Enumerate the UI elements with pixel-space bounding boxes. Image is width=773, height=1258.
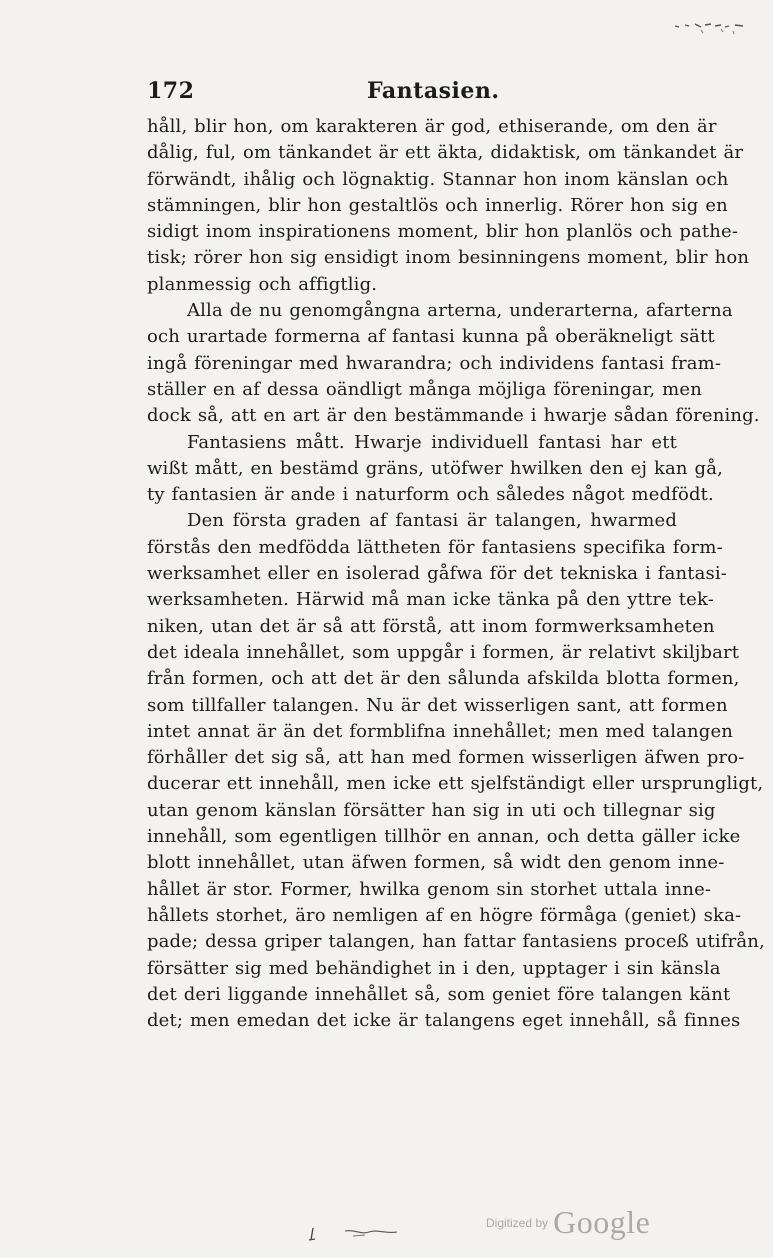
running-head: Fantasien. [367,78,500,104]
text-line: werksamhet eller en isolerad gåfwa för det tekniska i fantasi- [147,563,728,585]
text-line: stämningen, blir hon gestaltlös och innerlig. Rörer hon sig en [147,194,728,216]
text-line: förstås den medfödda lättheten för fantasiens specifika form- [147,536,723,558]
text-line: Den första graden af fantasi är talangen, hwarmed [187,510,677,532]
text-line: Alla de nu genomgångna arterna, underarterna, afarterna [187,300,733,322]
body-text [147,114,765,1034]
text-line: ty fantasien är ande i naturform och således något medfödt. [147,484,714,506]
text-line: från formen, och att det är den sålunda afskilda blotta formen, [147,668,740,690]
bottom-ink-marks [305,1222,415,1244]
text-line: ingå föreningar med hwarandra; och individens fantasi fram- [147,352,722,374]
text-line: werksamheten. Härwid må man icke tänka på den yttre tek- [147,589,714,611]
corner-ink-marks [671,18,751,38]
text-line: och urartade formerna af fantasi kunna på oberäkneligt sätt [147,326,715,348]
text-line: intet annat är än det formblifna innehållet; men med talangen [147,720,734,742]
text-line: det; men emedan det icke är talangens eget innehåll, så finnes [147,1010,741,1032]
text-line: innehåll, som egentligen tillhör en annan, och detta gäller icke [147,826,741,848]
text-line: blott innehållet, utan äfwen formen, så widt den genom inne- [147,852,725,874]
text-line: förhåller det sig så, att han med formen wisserligen äfwen pro- [147,747,745,769]
text-line: det ideala innehållet, som uppgår i formen, är relativt skiljbart [147,641,740,663]
watermark-prefix: Digitized by [486,1216,549,1230]
text-line: hållets storhet, äro nemligen af en högre förmåga (geniet) ska- [147,904,742,926]
text-line: dock så, att en art är den bestämmande i hwarje sådan förening. [147,405,760,427]
text-line: hållet är stor. Former, hwilka genom sin storhet uttala inne- [147,878,712,900]
text-line: Fantasiens mått. Hwarje individuell fantasi har ett [187,431,677,453]
page-header [147,78,675,112]
text-line: förwändt, ihålig och lögnaktig. Stannar hon inom känslan och [147,168,729,190]
text-line: ducerar ett innehåll, men icke ett sjelfständigt eller ursprungligt, [147,773,764,795]
text-line: utan genom känslan försätter han sig in uti och tillegnar sig [147,799,716,821]
google-logo: Google [553,1204,651,1240]
text-line: planmessig och affigtlig. [147,273,378,295]
text-line: ställer en af dessa oändligt många möjliga föreningar, men [147,378,702,400]
text-line: niken, utan det är så att förstå, att inom formwerksamheten [147,615,715,637]
page-number: 172 [147,78,195,104]
text-line: dålig, ful, om tänkandet är ett äkta, didaktisk, om tänkandet är [147,142,744,164]
text-line: sidigt inom inspirationens moment, blir hon planlös och pathe- [147,221,739,243]
text-line: som tillfaller talangen. Nu är det wisserligen sant, att formen [147,694,728,716]
text-line: det deri liggande innehållet så, som geniet före talangen känt [147,983,731,1005]
text-line: tisk; rörer hon sig ensidigt inom besinningens moment, blir hon [147,247,750,269]
text-line: försätter sig med behändighet in i den, upptager i sin känsla [147,957,721,979]
google-watermark [486,1204,650,1244]
text-line: håll, blir hon, om karakteren är god, ethiserande, om den är [147,116,717,137]
text-line: pade; dessa griper talangen, han fattar fantasiens proceß utifrån, [147,931,765,953]
text-line: wißt mått, en bestämd gräns, utöfwer hwilken den ej kan gå, [147,457,723,479]
